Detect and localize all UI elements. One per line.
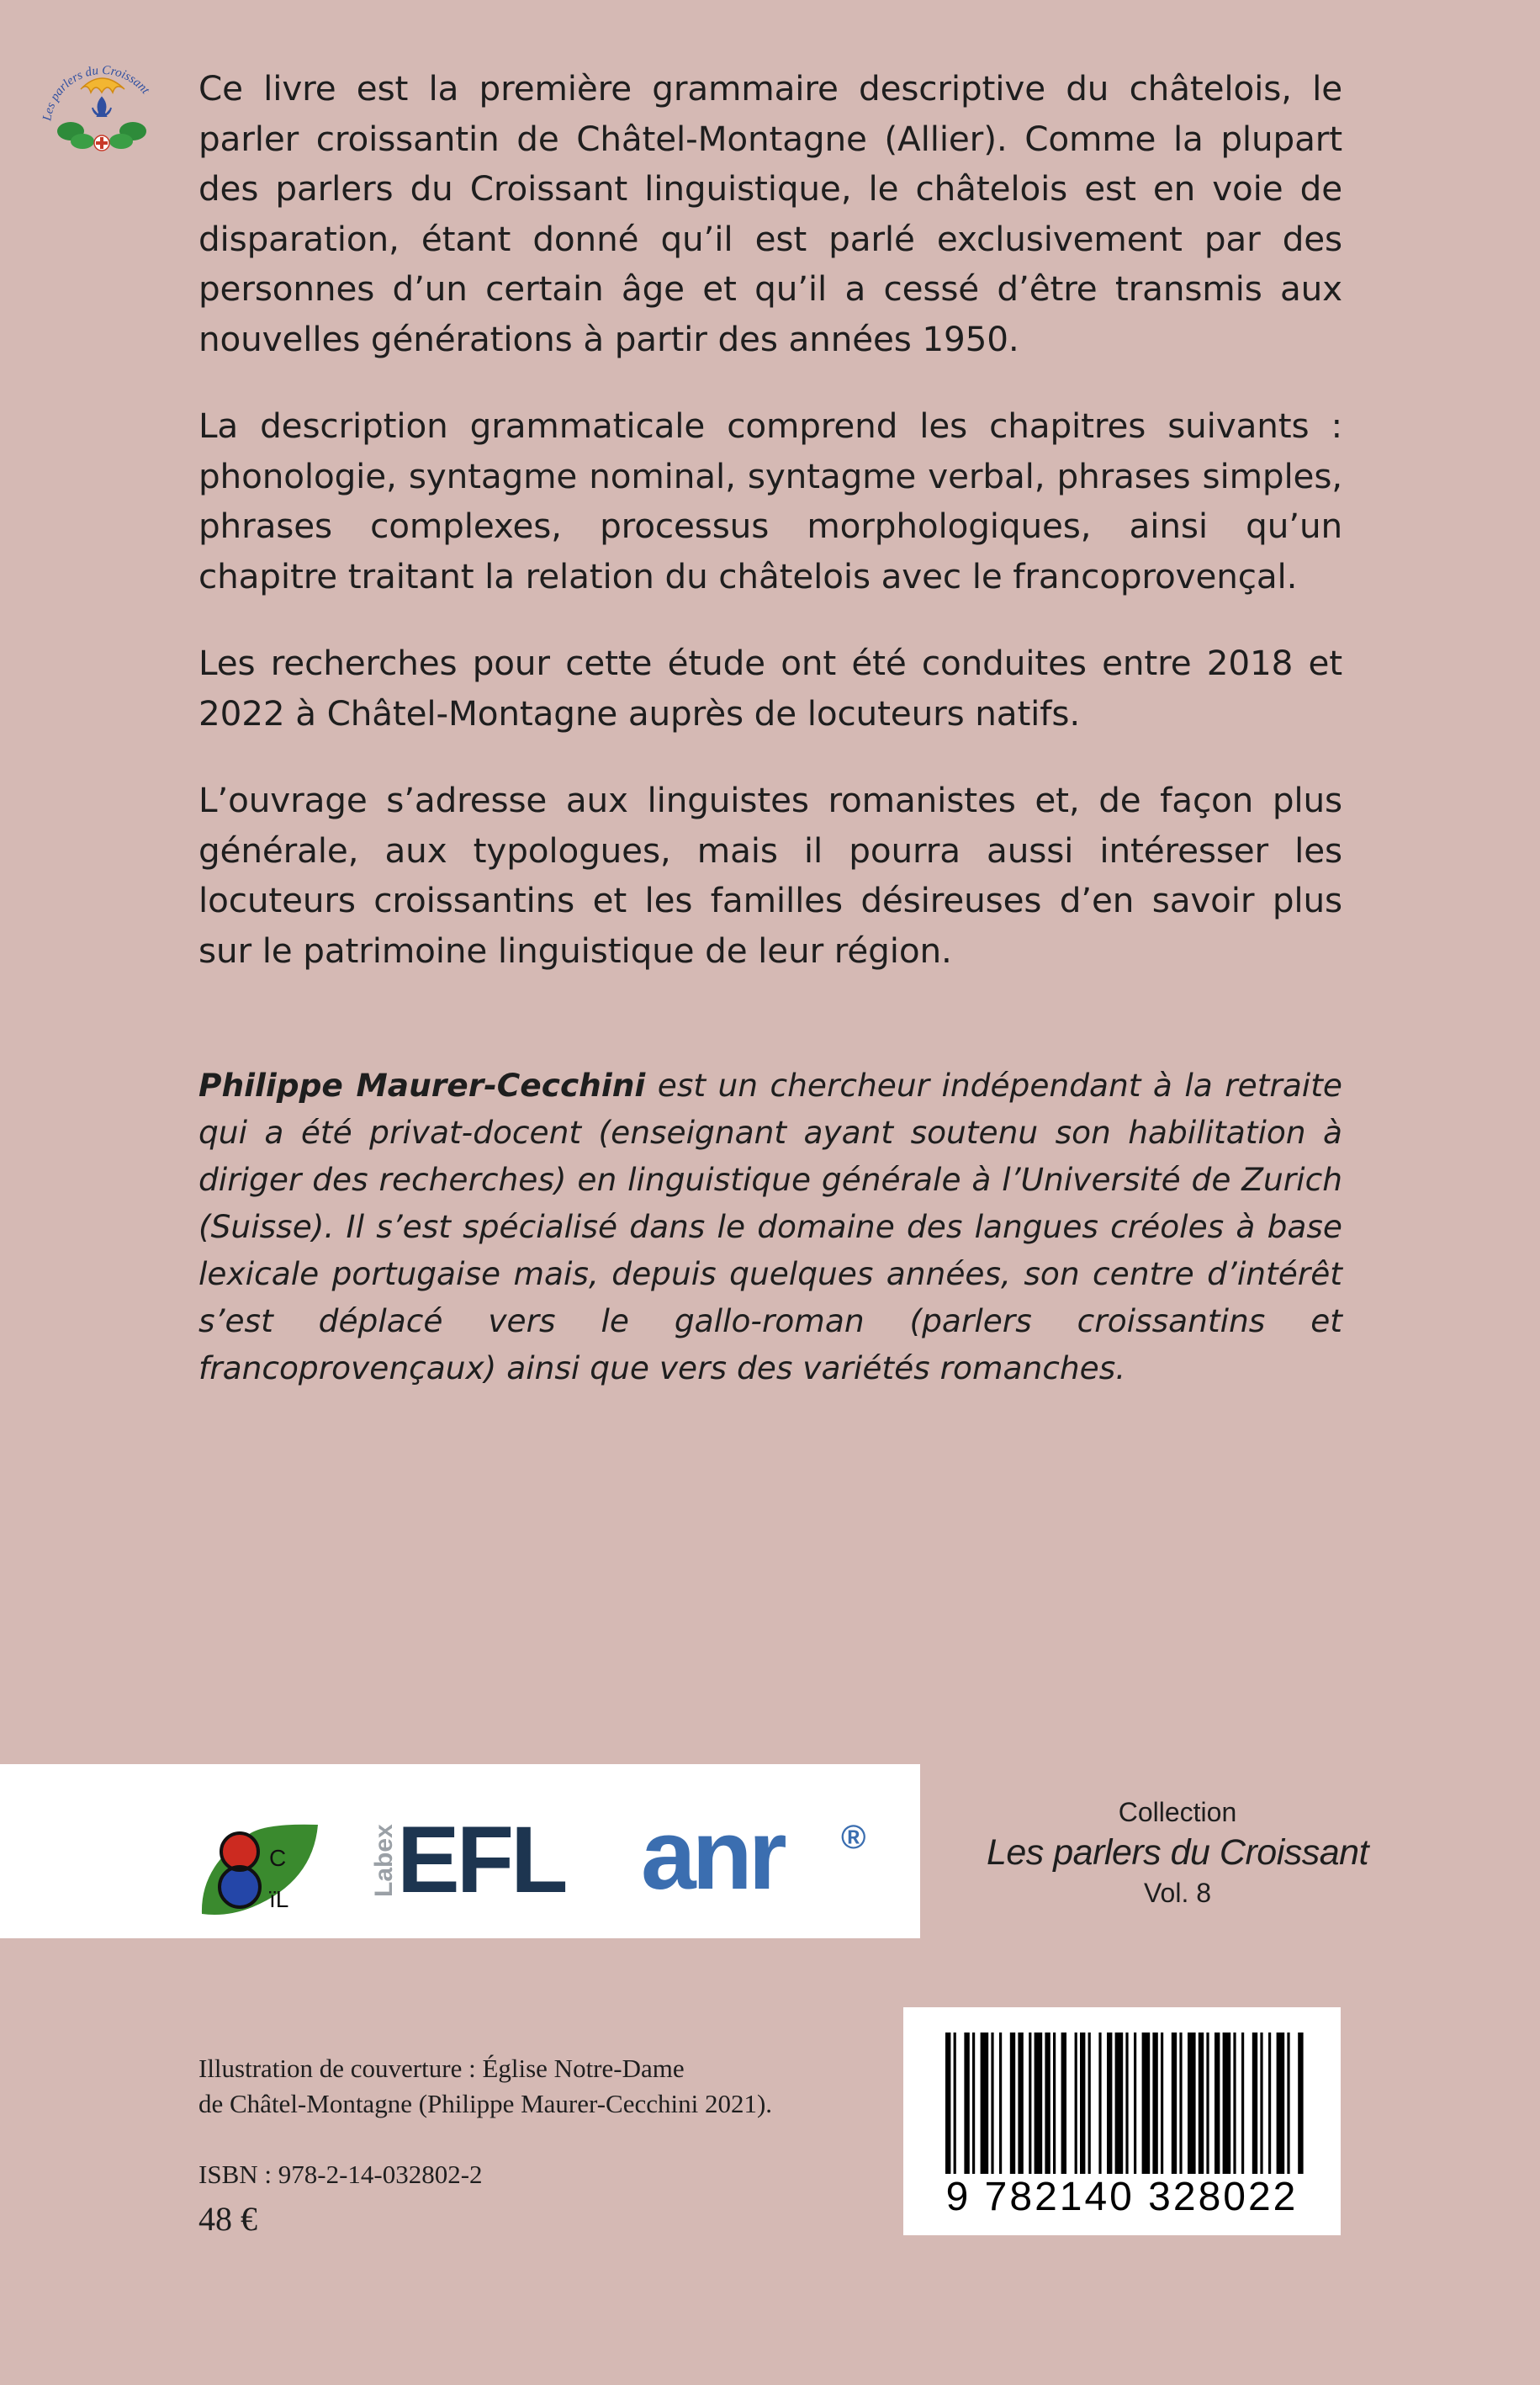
oc-oil-c-text: C [269,1845,287,1871]
isbn-text: ISBN : 978-2-14-032802-2 [198,2160,483,2189]
left-leaves-icon [57,122,94,149]
collection-info [967,1795,1388,1910]
red-cross-icon [94,135,109,151]
collection-title: Les parlers du Croissant [986,1832,1369,1873]
blurb-paragraph-4: L’ouvrage s’adresse aux linguistes romanistes et, de façon plus générale, aux typologues, mais il pourra aussi intéresser les locuteurs croissantins et les familles désireuses d’en savoir plus sur le patrimoine linguistique de leur région. [198,780,1342,971]
barcode-bar [1018,2033,1023,2174]
collection-volume: Vol. 8 [1143,1878,1212,1908]
barcode-bar [1206,2033,1209,2174]
barcode-bar [1053,2033,1056,2174]
barcode-bar [1223,2033,1231,2174]
barcode-bar [1161,2033,1163,2174]
barcode-bar [981,2033,989,2174]
blurb-paragraph-2: La description grammaticale comprend les chapitres suivants : phonologie, syntagme nominal, syntagme verbal, phrases simples, phrases complexes, processus morphologiques, ainsi qu’un chapitre traitant la relation du châtelois avec le francoprovençal. [198,405,1342,596]
back-cover-blurb [198,64,1342,1013]
right-leaves-icon [109,122,146,149]
barcode-bar [1260,2033,1262,2174]
croissant-icon [81,78,124,93]
fleur-de-lis-icon [93,98,111,116]
barcode-bar [1080,2033,1085,2174]
barcode-bar [1010,2033,1015,2174]
isbn-barcode [903,2007,1341,2235]
barcode-bar [1188,2033,1196,2174]
barcode-bar [1142,2033,1151,2174]
barcode-bar [1298,2033,1303,2174]
logo-arc-text: Les parlers du Croissant [40,63,152,122]
labex-text: Labex [370,1824,398,1897]
author-bio-text: est un chercheur indépendant à la retraite qui a été privat-docent (enseignant ayant soutenu son habilitation à diriger des recherches) en linguistique générale à l’Université de Zurich (Suisse). Il s’est spécialisé dans le domaine des langues créoles à base lexicale portugaise mais, depuis quelques années, son centre d’intérêt s’est déplacé vers le gallo-roman (parlers croissantins et francoprovençaux) ainsi que vers des variétés romanches. [198,1067,1342,1386]
barcode-bar [1061,2033,1066,2174]
barcode-bar [1125,2033,1128,2174]
blurb-paragraph-3: Les recherches pour cette étude ont été conduites entre 2018 et 2022 à Châtel-Montagne auprès de locuteurs natifs. [198,643,1342,734]
barcode-bar [1045,2033,1050,2174]
partner-logos-band [0,1764,920,1938]
barcode-bar [991,2033,993,2174]
barcode-bar [1029,2033,1031,2174]
anr-registered-mark: ® [841,1819,866,1856]
barcode-bar [964,2033,969,2174]
barcode-bar [1277,2033,1285,2174]
barcode-bar [1199,2033,1204,2174]
barcode-bar [1252,2033,1257,2174]
oc-oil-logo [202,1825,318,1915]
collection-label: Collection [1118,1797,1237,1827]
barcode-bar [1035,2033,1043,2174]
barcode-bar [1287,2033,1289,2174]
barcode-bar [954,2033,956,2174]
labex-efl-logo [370,1807,565,1912]
barcode-bar [1233,2033,1236,2174]
cover-illustration-credit [198,2051,871,2122]
barcode-bar [972,2033,975,2174]
barcode-digits: 9 782140 328022 [945,2175,1299,2219]
barcode-bar [1179,2033,1182,2174]
anr-logo [641,1799,865,1911]
barcode-bar [945,2033,950,2174]
author-name: Philippe Maurer-Cecchini [198,1067,646,1104]
credit-line-2: de Châtel-Montagne (Philippe Maurer-Cecchini 2021). [198,2089,773,2118]
credit-line-1: Illustration de couverture : Église Notre-Dame [198,2054,685,2083]
barcode-bar [1268,2033,1271,2174]
efl-text: EFL [397,1807,565,1912]
barcode-bar [999,2033,1002,2174]
collection-logo [39,49,165,167]
barcode-bar [1215,2033,1220,2174]
barcode-bar [1075,2033,1077,2174]
barcode-bars [903,2007,1341,2176]
barcode-bar [1107,2033,1112,2174]
barcode-bar [1098,2033,1101,2174]
barcode-bar [1134,2033,1136,2174]
anr-text: anr [641,1799,783,1911]
oc-oil-il-text: ïL [269,1886,289,1912]
author-bio [198,1062,1342,1391]
barcode-bar [1088,2033,1091,2174]
barcode-bar [1152,2033,1157,2174]
blurb-paragraph-1: Ce livre est la première grammaire descriptive du châtelois, le parler croissantin de Châtel-Montagne (Allier). Comme la plupart des parlers du Croissant linguistique, le châtelois est en voie de disparation, étant donné qu’il est parlé exclusivement par des personnes d’un certain âge et qu’il a cessé d’être transmis aux nouvelles générations à partir des années 1950. [198,68,1342,359]
barcode-bar [1241,2033,1244,2174]
barcode-bar [1115,2033,1124,2174]
price-text: 48 € [198,2200,257,2238]
barcode-bar [1172,2033,1177,2174]
